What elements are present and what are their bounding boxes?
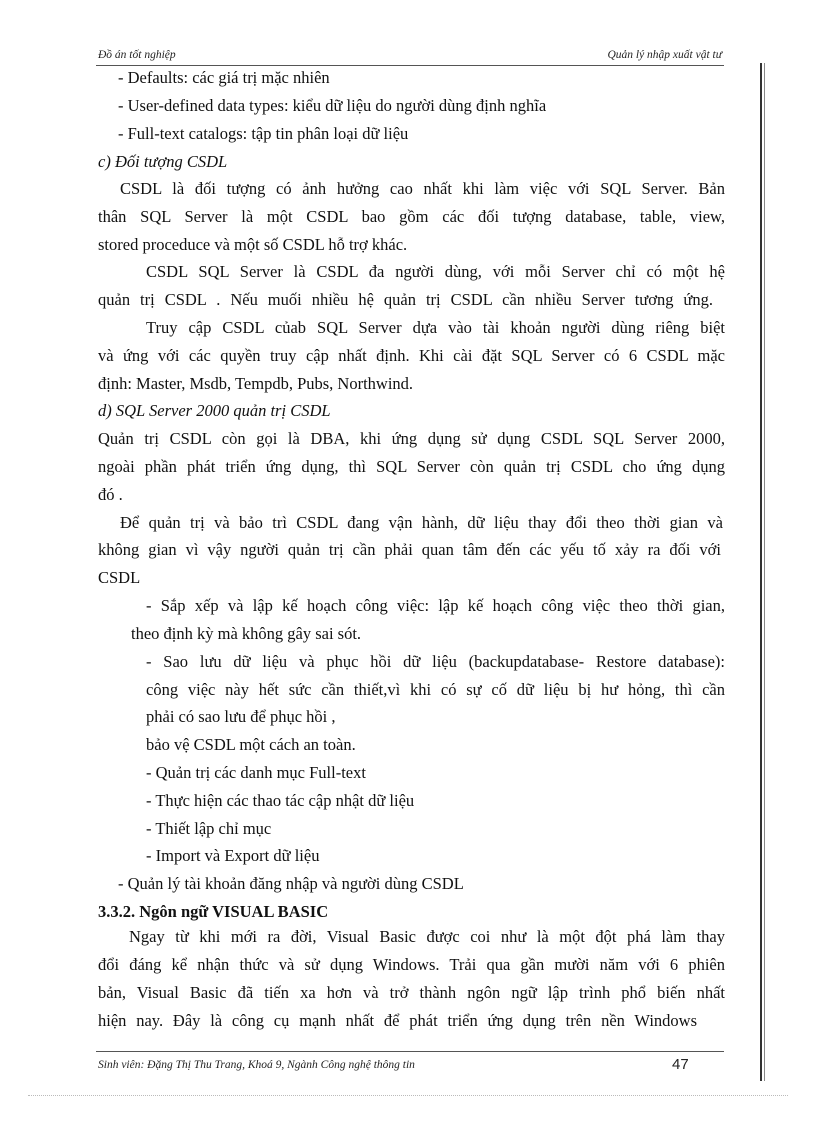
header-right: Quản lý nhập xuất vật tư xyxy=(607,49,722,61)
paragraph-line: stored proceduce và một số CSDL hỗ trợ khác. xyxy=(98,235,408,254)
paragraph-line: Quản trị CSDL còn gọi là DBA, khi ứng dụng sử dụng CSDL SQL Server 2000, xyxy=(98,429,725,448)
list-line: công việc này hết sức cần thiết,vì khi có sự cố dữ liệu bị hư hỏng, thì cần xyxy=(146,680,725,699)
list-line: theo định kỳ mà không gây sai sót. xyxy=(131,624,362,643)
paragraph-line: bản, Visual Basic đã tiến xa hơn và trở thành ngôn ngữ lập trình phổ biến nhất xyxy=(98,983,725,1002)
section-heading: c) Đối tượng CSDL xyxy=(98,152,228,171)
list-line: - Thực hiện các thao tác cập nhật dữ liệu xyxy=(146,791,415,810)
section-heading: d) SQL Server 2000 quản trị CSDL xyxy=(98,401,331,420)
subsection-heading: 3.3.2. Ngôn ngữ VISUAL BASIC xyxy=(98,902,329,921)
paragraph-line: hiện nay. Đây là công cụ mạnh nhất để phát triển ứng dụng trên nền Windows xyxy=(98,1011,697,1030)
paragraph-line: đó . xyxy=(98,485,123,504)
list-line: bảo vệ CSDL một cách an toàn. xyxy=(146,735,356,754)
paragraph-line: đổi đáng kể nhận thức và sử dụng Windows. Trải qua gần mười năm với 6 phiên xyxy=(98,955,725,974)
bullet-line: - Defaults: các giá trị mặc nhiên xyxy=(118,68,330,87)
page-edge-dots xyxy=(28,1095,788,1096)
bullet-line: - User-defined data types: kiểu dữ liệu do người dùng định nghĩa xyxy=(118,96,547,115)
list-line: - Thiết lập chỉ mục xyxy=(146,819,272,838)
page-number: 47 xyxy=(672,1056,689,1073)
bullet-line: - Full-text catalogs: tập tin phân loại dữ liệu xyxy=(118,124,409,143)
paragraph-line: CSDL là đối tượng có ảnh hưởng cao nhất khi làm việc với SQL Server. Bản xyxy=(120,179,725,198)
paragraph-line: thân SQL Server là một CSDL bao gồm các đối tượng database, table, view, xyxy=(98,207,725,226)
list-line: - Sắp xếp và lập kế hoạch công việc: lập kế hoạch công việc theo thời gian, xyxy=(146,596,725,615)
paragraph-line: quản trị CSDL . Nếu muối nhiều hệ quản trị CSDL cần nhiều Server tương ứng. xyxy=(98,290,713,309)
list-line: - Quản trị các danh mục Full-text xyxy=(146,763,366,782)
paragraph-line: và ứng với các quyền truy cập nhất định. Khi cài đặt SQL Server có 6 CSDL mặc xyxy=(98,346,725,365)
paragraph-line: CSDL SQL Server là CSDL đa người dùng, với mỗi Server chỉ có một hệ xyxy=(146,262,725,281)
paragraph-line: định: Master, Msdb, Tempdb, Pubs, Northwind. xyxy=(98,374,414,393)
bullet-line: - Quản lý tài khoản đăng nhập và người dùng CSDL xyxy=(118,874,464,893)
list-line: - Sao lưu dữ liệu và phục hồi dữ liệu (backupdatabase- Restore database): xyxy=(146,652,725,671)
paragraph-line: Truy cập CSDL củab SQL Server dựa vào tài khoản người dùng riêng biệt xyxy=(146,318,725,337)
paragraph-line: ngoài phần phát triển ứng dụng, thì SQL Server còn quản trị CSDL cho ứng dụng xyxy=(98,457,725,476)
footer-rule xyxy=(96,1051,724,1052)
paragraph-line: CSDL xyxy=(98,568,141,587)
paragraph-line: Để quản trị và bảo trì CSDL đang vận hành, dữ liệu thay đổi theo thời gian và xyxy=(120,513,723,532)
list-line: phải có sao lưu để phục hồi , xyxy=(146,707,336,726)
page-border-right xyxy=(760,63,762,1081)
list-line: - Import và Export dữ liệu xyxy=(146,846,320,865)
paragraph-line: không gian vì vậy người quản trị cần phải quan tâm đến các yếu tố xảy ra đối với xyxy=(98,540,721,559)
paragraph-line: Ngay từ khi mới ra đời, Visual Basic được coi như là một đột phá làm thay xyxy=(129,927,725,946)
footer-left: Sinh viên: Đặng Thị Thu Trang, Khoá 9, Ngành Công nghệ thông tin xyxy=(98,1059,415,1071)
page-border-right-thin xyxy=(764,63,765,1081)
header-left: Đồ án tốt nghiệp xyxy=(98,49,176,61)
